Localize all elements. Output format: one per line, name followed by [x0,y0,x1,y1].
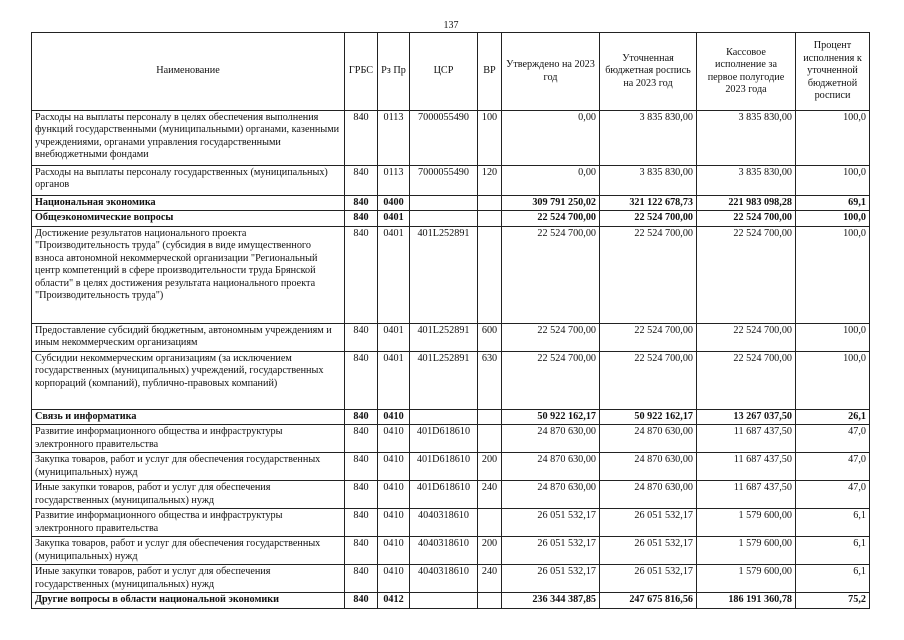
table-row [32,537,870,565]
header-vr: ВР [478,33,502,111]
cell-name: Достижение результатов национального проекта "Производительность труда" (субсидия в виде имущественного взноса автономной некоммерческой организации "Региональный центр компетенций в сфере производительности труда Брянской области" в целях достижения результата национального проекта "Производительность труда") [32,226,345,323]
cell-name: Развитие информационного общества и инфраструктуры электронного правительства [32,425,345,453]
cell-vr [478,593,502,608]
cell-csr: 4040318610 [410,565,478,593]
table-row [32,509,870,537]
cell-executed: 22 524 700,00 [697,226,796,323]
cell-name: Предоставление субсидий бюджетным, автономным учреждениям и иным некоммерческим организациям [32,323,345,351]
cell-name: Связь и информатика [32,409,345,424]
cell-csr: 401D618610 [410,425,478,453]
cell-name: Расходы на выплаты персоналу в целях обеспечения выполнения функций государственными (муниципальными) органами, казенными учреждениями, органами управления государственными внебюджетными фондами [32,111,345,166]
cell-vr [478,211,502,226]
cell-refined: 247 675 816,56 [600,593,697,608]
cell-approved: 22 524 700,00 [502,211,600,226]
cell-vr [478,425,502,453]
cell-refined: 24 870 630,00 [600,453,697,481]
cell-vr: 200 [478,453,502,481]
cell-vr [478,509,502,537]
cell-executed: 22 524 700,00 [697,323,796,351]
cell-percent: 6,1 [796,565,870,593]
cell-executed: 22 524 700,00 [697,211,796,226]
cell-refined: 22 524 700,00 [600,211,697,226]
cell-csr: 401L252891 [410,323,478,351]
cell-rzpr: 0410 [378,509,410,537]
cell-grbs: 840 [345,481,378,509]
table-row [32,593,870,608]
cell-rzpr: 0410 [378,409,410,424]
cell-vr: 100 [478,111,502,166]
cell-executed: 3 835 830,00 [697,111,796,166]
cell-name: Иные закупки товаров, работ и услуг для обеспечения государственных (муниципальных) нужд [32,481,345,509]
cell-name: Субсидии некоммерческим организациям (за исключением государственных (муниципальных) учреждений, государственных корпораций (компаний), публично-правовых компаний) [32,351,345,409]
table-row [32,111,870,166]
cell-percent: 100,0 [796,166,870,196]
table-row [32,565,870,593]
cell-approved: 50 922 162,17 [502,409,600,424]
cell-percent: 26,1 [796,409,870,424]
cell-percent: 100,0 [796,111,870,166]
cell-vr [478,226,502,323]
cell-percent: 100,0 [796,323,870,351]
header-name: Наименование [32,33,345,111]
cell-executed: 3 835 830,00 [697,166,796,196]
cell-percent: 100,0 [796,226,870,323]
cell-rzpr: 0410 [378,453,410,481]
cell-executed: 1 579 600,00 [697,509,796,537]
cell-csr: 7000055490 [410,166,478,196]
cell-rzpr: 0410 [378,481,410,509]
cell-csr [410,196,478,211]
cell-name: Национальная экономика [32,196,345,211]
cell-csr [410,211,478,226]
cell-refined: 26 051 532,17 [600,509,697,537]
table-row [32,196,870,211]
cell-executed: 1 579 600,00 [697,565,796,593]
cell-rzpr: 0113 [378,111,410,166]
budget-execution-table [31,32,870,609]
cell-vr: 240 [478,481,502,509]
cell-name: Иные закупки товаров, работ и услуг для обеспечения государственных (муниципальных) нужд [32,565,345,593]
cell-csr [410,593,478,608]
cell-vr: 200 [478,537,502,565]
cell-approved: 0,00 [502,111,600,166]
cell-approved: 26 051 532,17 [502,537,600,565]
cell-csr: 401D618610 [410,481,478,509]
table-row [32,226,870,323]
header-executed: Кассовое исполнение за первое полугодие 2023 года [697,33,796,111]
cell-percent: 6,1 [796,537,870,565]
cell-rzpr: 0410 [378,565,410,593]
cell-percent: 47,0 [796,425,870,453]
cell-refined: 3 835 830,00 [600,166,697,196]
cell-rzpr: 0410 [378,537,410,565]
table-row [32,481,870,509]
cell-grbs: 840 [345,111,378,166]
cell-rzpr: 0401 [378,323,410,351]
cell-name: Закупка товаров, работ и услуг для обеспечения государственных (муниципальных) нужд [32,537,345,565]
cell-executed: 1 579 600,00 [697,537,796,565]
table-row [32,453,870,481]
cell-approved: 26 051 532,17 [502,509,600,537]
cell-refined: 50 922 162,17 [600,409,697,424]
cell-rzpr: 0113 [378,166,410,196]
cell-approved: 22 524 700,00 [502,226,600,323]
header-grbs: ГРБС [345,33,378,111]
cell-refined: 22 524 700,00 [600,351,697,409]
cell-refined: 3 835 830,00 [600,111,697,166]
cell-vr [478,409,502,424]
cell-csr: 4040318610 [410,537,478,565]
cell-vr [478,196,502,211]
header-rzpr: Рз Пр [378,33,410,111]
table-row [32,409,870,424]
cell-rzpr: 0412 [378,593,410,608]
header-csr: ЦСР [410,33,478,111]
cell-approved: 24 870 630,00 [502,425,600,453]
cell-percent: 69,1 [796,196,870,211]
table-row [32,323,870,351]
cell-rzpr: 0400 [378,196,410,211]
cell-approved: 309 791 250,02 [502,196,600,211]
cell-refined: 24 870 630,00 [600,425,697,453]
cell-name: Развитие информационного общества и инфраструктуры электронного правительства [32,509,345,537]
table-row [32,425,870,453]
cell-approved: 26 051 532,17 [502,565,600,593]
cell-percent: 100,0 [796,351,870,409]
header-refined: Уточненная бюджетная роспись на 2023 год [600,33,697,111]
cell-grbs: 840 [345,211,378,226]
cell-refined: 22 524 700,00 [600,226,697,323]
cell-refined: 22 524 700,00 [600,323,697,351]
cell-rzpr: 0401 [378,351,410,409]
cell-percent: 75,2 [796,593,870,608]
cell-executed: 11 687 437,50 [697,481,796,509]
cell-percent: 100,0 [796,211,870,226]
cell-grbs: 840 [345,409,378,424]
cell-grbs: 840 [345,226,378,323]
cell-executed: 11 687 437,50 [697,453,796,481]
cell-percent: 47,0 [796,481,870,509]
table-header-row [32,33,870,111]
cell-grbs: 840 [345,453,378,481]
cell-csr: 401D618610 [410,453,478,481]
cell-grbs: 840 [345,196,378,211]
cell-grbs: 840 [345,565,378,593]
cell-grbs: 840 [345,593,378,608]
cell-grbs: 840 [345,537,378,565]
table-row [32,351,870,409]
cell-csr: 4040318610 [410,509,478,537]
cell-approved: 0,00 [502,166,600,196]
cell-refined: 26 051 532,17 [600,537,697,565]
cell-refined: 26 051 532,17 [600,565,697,593]
cell-approved: 24 870 630,00 [502,481,600,509]
cell-executed: 186 191 360,78 [697,593,796,608]
cell-csr: 7000055490 [410,111,478,166]
cell-approved: 22 524 700,00 [502,351,600,409]
cell-vr: 240 [478,565,502,593]
cell-percent: 47,0 [796,453,870,481]
cell-executed: 22 524 700,00 [697,351,796,409]
cell-csr [410,409,478,424]
cell-grbs: 840 [345,323,378,351]
table-row [32,166,870,196]
cell-vr: 120 [478,166,502,196]
cell-percent: 6,1 [796,509,870,537]
cell-name: Другие вопросы в области национальной экономики [32,593,345,608]
cell-grbs: 840 [345,166,378,196]
cell-approved: 236 344 387,85 [502,593,600,608]
cell-name: Общеэкономические вопросы [32,211,345,226]
cell-name: Закупка товаров, работ и услуг для обеспечения государственных (муниципальных) нужд [32,453,345,481]
header-approved: Утверждено на 2023 год [502,33,600,111]
cell-grbs: 840 [345,351,378,409]
cell-name: Расходы на выплаты персоналу государственных (муниципальных) органов [32,166,345,196]
header-percent: Процент исполнения к уточненной бюджетной росписи [796,33,870,111]
cell-rzpr: 0401 [378,211,410,226]
cell-executed: 13 267 037,50 [697,409,796,424]
page-number: 137 [443,20,459,31]
cell-csr: 401L252891 [410,226,478,323]
cell-approved: 22 524 700,00 [502,323,600,351]
cell-vr: 630 [478,351,502,409]
cell-refined: 321 122 678,73 [600,196,697,211]
cell-vr: 600 [478,323,502,351]
table-row [32,211,870,226]
cell-grbs: 840 [345,509,378,537]
cell-approved: 24 870 630,00 [502,453,600,481]
cell-executed: 221 983 098,28 [697,196,796,211]
table-body [32,111,870,609]
cell-rzpr: 0410 [378,425,410,453]
cell-rzpr: 0401 [378,226,410,323]
cell-grbs: 840 [345,425,378,453]
cell-refined: 24 870 630,00 [600,481,697,509]
cell-csr: 401L252891 [410,351,478,409]
cell-executed: 11 687 437,50 [697,425,796,453]
